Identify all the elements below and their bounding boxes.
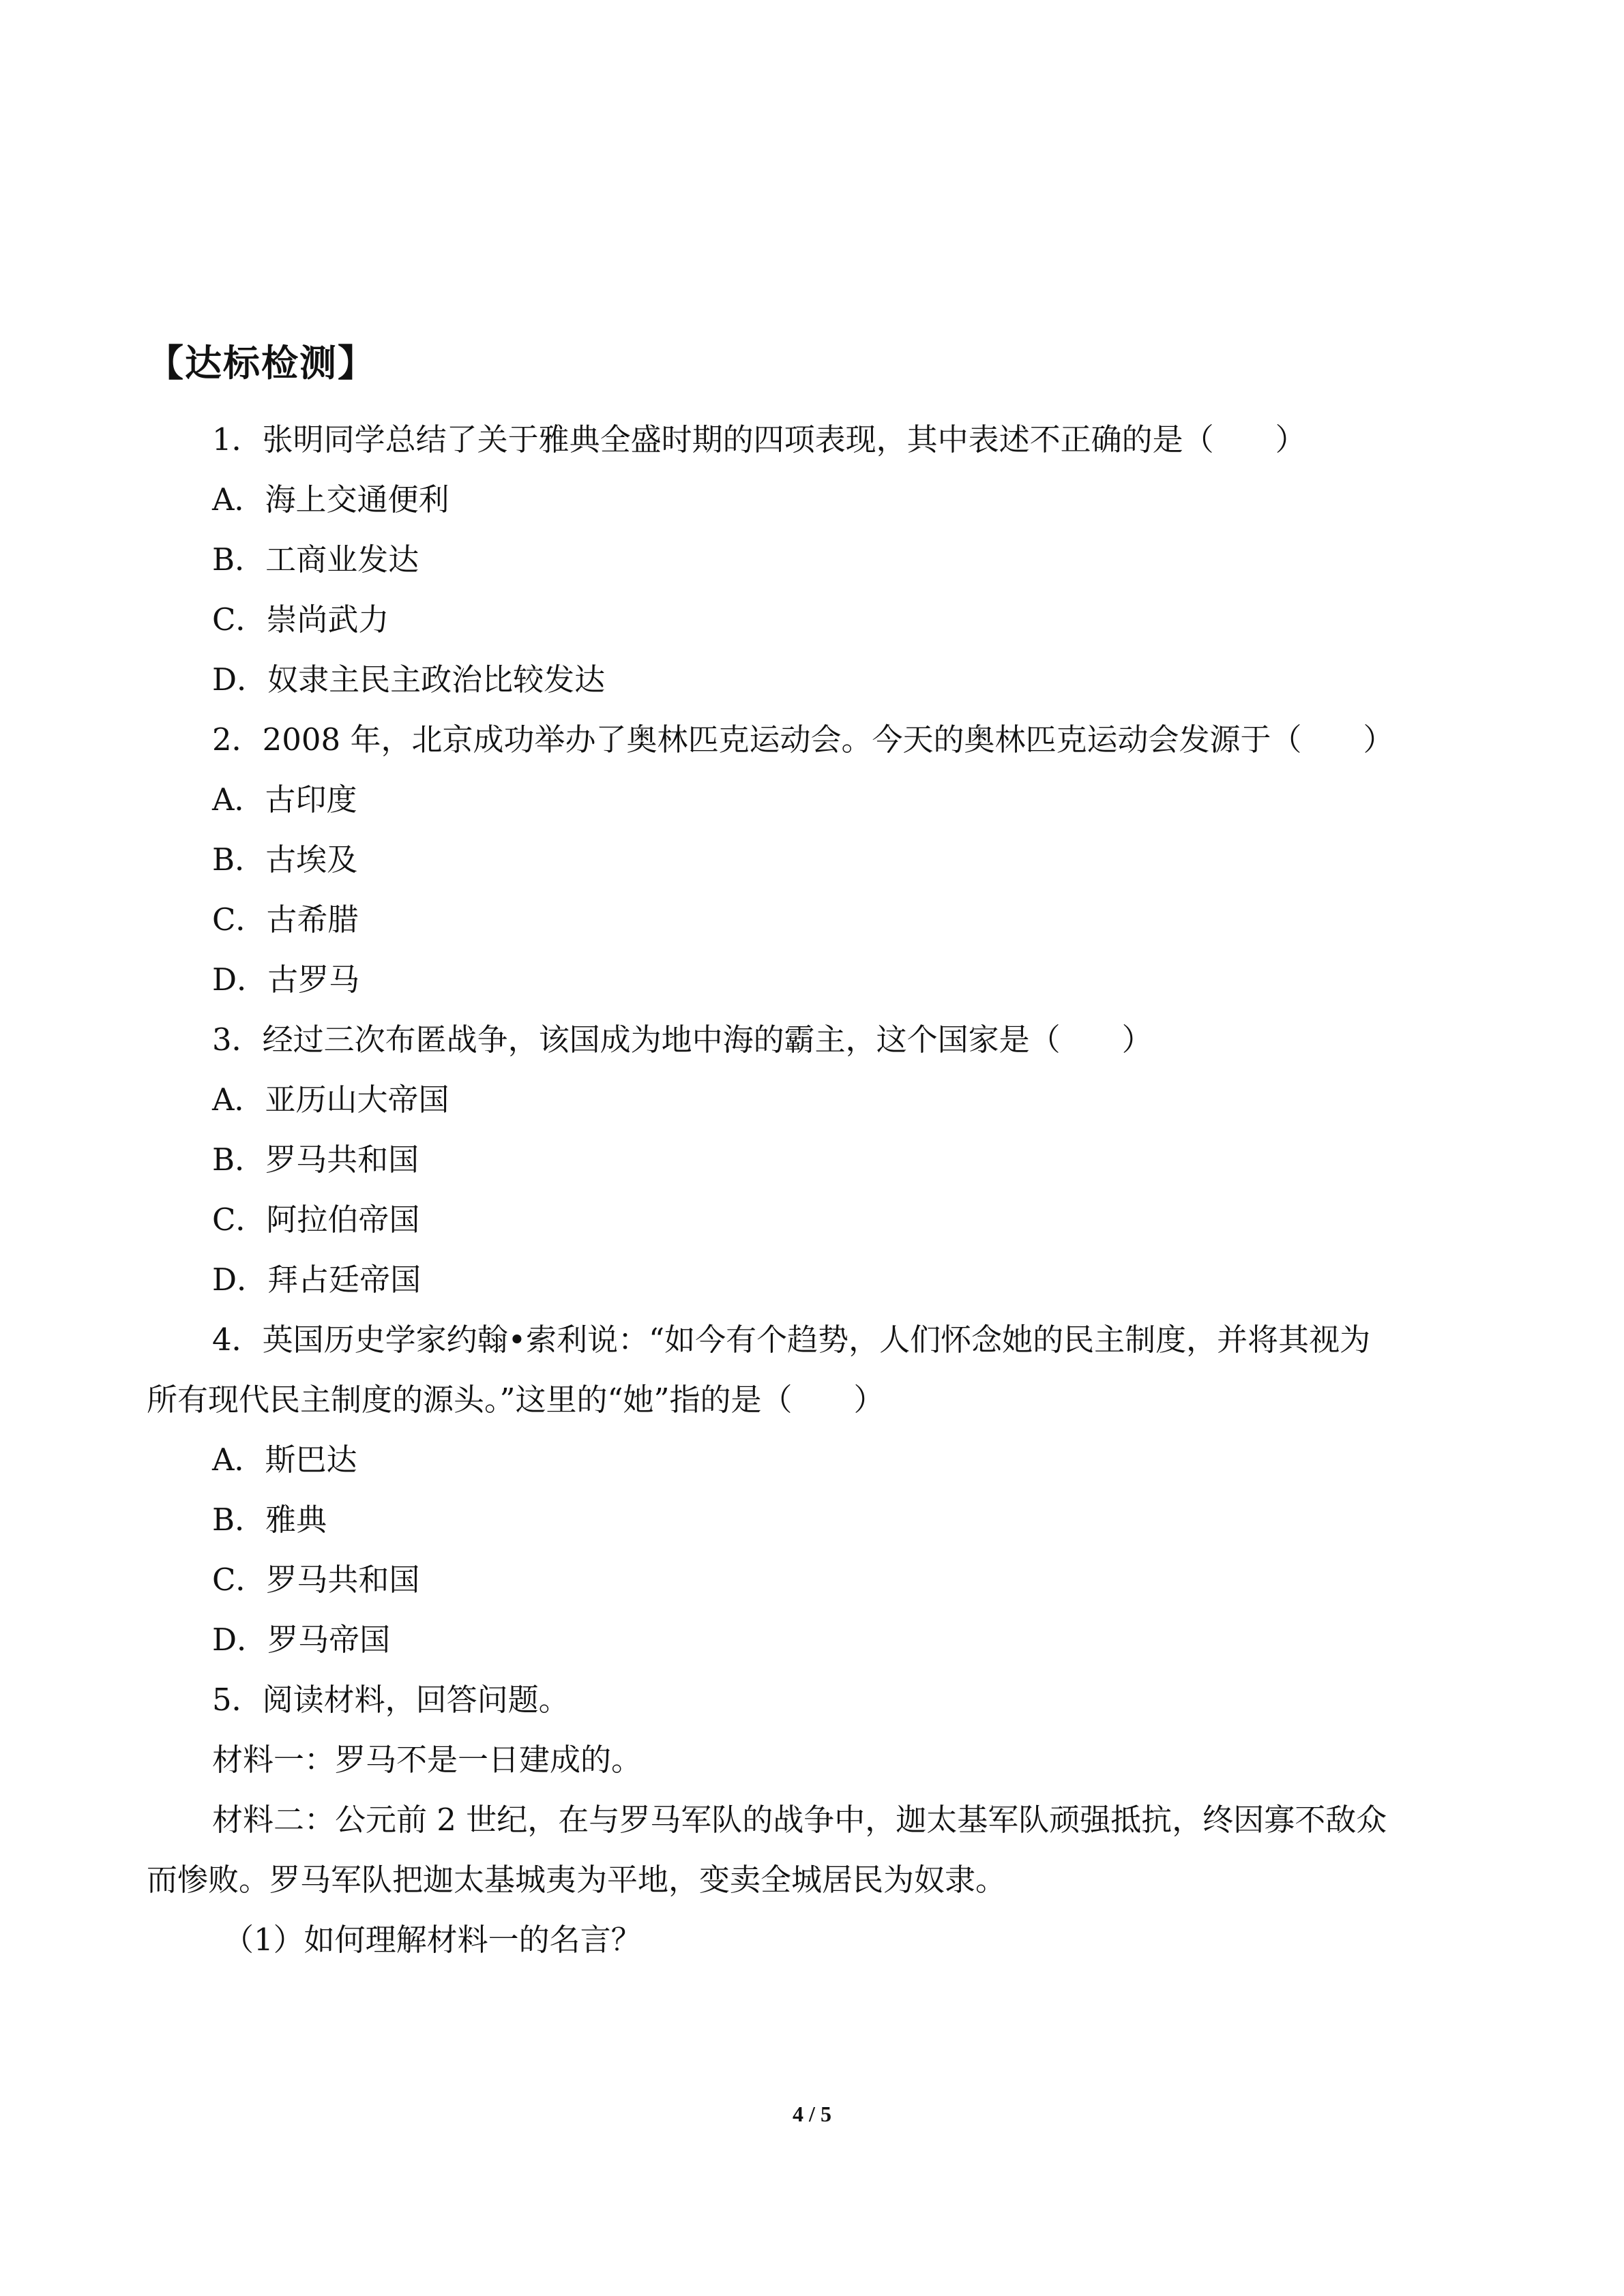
question-5-material-2-line-1: 材料二：公元前 2 世纪，在与罗马军队的战争中，迦太基军队顽强抵抗，终因寡不敌众 xyxy=(212,1802,1387,1838)
question-3-option-a: A．亚历山大帝国 xyxy=(212,1082,449,1118)
question-2-option-b: B．古埃及 xyxy=(212,841,358,878)
question-5-stem: 5．阅读材料，回答问题。 xyxy=(212,1682,570,1718)
question-4-option-b: B．雅典 xyxy=(212,1502,327,1538)
question-4-option-d: D．罗马帝国 xyxy=(212,1622,391,1658)
question-1-option-c: C．崇尚武力 xyxy=(212,601,389,638)
question-3-option-b: B．罗马共和国 xyxy=(212,1142,419,1178)
section-title: 【达标检测】 xyxy=(147,342,376,385)
question-3-option-c: C．阿拉伯帝国 xyxy=(212,1202,420,1238)
question-5-material-2-line-2: 而惨败。罗马军队把迦太基城夷为平地，变卖全城居民为奴隶。 xyxy=(147,1862,1007,1898)
page-number: 4 / 5 xyxy=(793,2102,831,2126)
question-2-option-d: D．古罗马 xyxy=(212,961,360,998)
question-1-option-a: A．海上交通便利 xyxy=(212,481,449,518)
question-2-stem: 2．2008 年，北京成功举办了奥林匹克运动会。今天的奥林匹克运动会发源于（ ） xyxy=(212,721,1394,758)
question-4-option-a: A．斯巴达 xyxy=(212,1442,357,1478)
question-5-subquestion-1: （1）如何理解材料一的名言？ xyxy=(223,1922,642,1958)
question-4-option-c: C．罗马共和国 xyxy=(212,1562,420,1598)
question-3-stem: 3．经过三次布匿战争，该国成为地中海的霸主，这个国家是（ ） xyxy=(212,1022,1153,1058)
question-4-stem-line-2: 所有现代民主制度的源头。”这里的“她”指的是（ ） xyxy=(147,1382,885,1418)
question-1-option-b: B．工商业发达 xyxy=(212,541,419,578)
question-4-stem-line-1: 4．英国历史学家约翰•索利说：“如今有个趋势，人们怀念她的民主制度，并将其视为 xyxy=(212,1322,1371,1358)
question-3-option-d: D．拜占廷帝国 xyxy=(212,1262,422,1298)
question-2-option-c: C．古希腊 xyxy=(212,901,359,938)
question-5-material-1: 材料一：罗马不是一日建成的。 xyxy=(212,1742,643,1778)
question-1-option-d: D．奴隶主民主政治比较发达 xyxy=(212,661,606,698)
question-2-option-a: A．古印度 xyxy=(212,781,357,818)
question-1-stem: 1．张明同学总结了关于雅典全盛时期的四项表现，其中表述不正确的是（ ） xyxy=(212,421,1306,458)
